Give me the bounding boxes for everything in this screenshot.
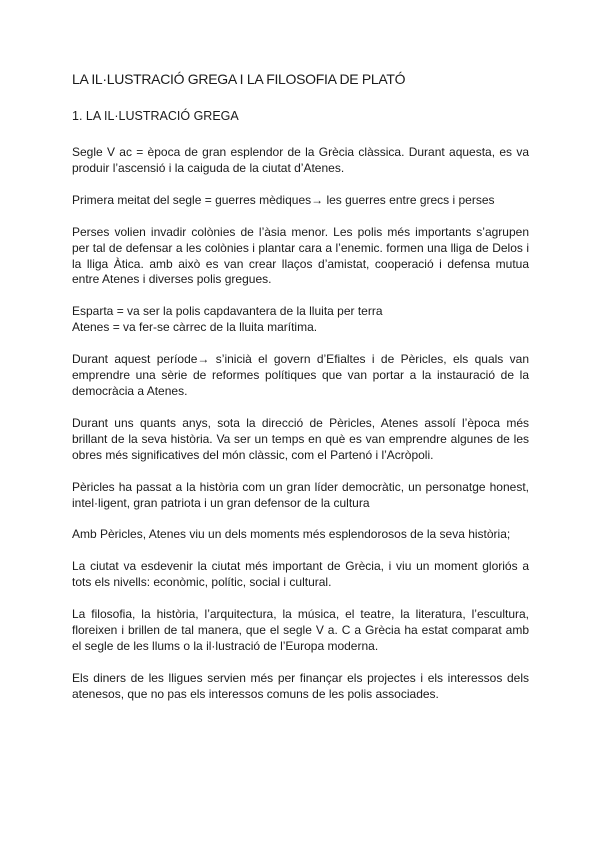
paragraph-moments-esplendorosos: Amb Pèricles, Atenes viu un dels moments més esplendorosos de la seva història;	[72, 527, 511, 542]
paragraph-ciutat-important: La ciutat va esdevenir la ciutat més important de Grècia, i viu un moment gloriós a tots els nivells: econòmic, polític, social i cultural.	[72, 559, 529, 590]
paragraph-efialtes-pericles: Durant aquest període→ s’inicià el govern d’Efialtes i de Pèricles, els quals van emprendre una sèrie de reformes polítiques que van portar a la instauració de la democràcia a Atenes.	[72, 352, 529, 398]
paragraph-epoca-brillant: Durant uns quants anys, sota la direcció de Pèricles, Atenes assolí l’època més brillant de la seva història. Va ser un temps en què es van emprendre algunes de les obres més significatives del món clàssic, com el Partenó i l’Acròpoli.	[72, 415, 529, 462]
document-title: LA IL·LUSTRACIÓ GREGA I LA FILOSOFIA DE PLATÓ	[72, 71, 406, 87]
paragraph-diners-lligues: Els diners de les lligues servien més per finançar els projectes i els interessos dels atenesos, que no pas els interessos comuns de les polis associades.	[72, 670, 529, 701]
paragraph-filosofia-cultura: La filosofia, la història, l’arquitectura, la música, el teatre, la literatura, l’escultura, floreixen i brillen de tal manera, que el segle V a. C a Grècia ha estat comparat amb el segle de les llums o la il·lustració de l’Europa moderna.	[72, 607, 529, 653]
paragraph-esparta: Esparta = va ser la polis capdavantera de la lluita per terra	[72, 304, 383, 319]
paragraph-perses: Perses volien invadir colònies de l’àsia menor. Les polis més importants s’agrupen per tal de defensar a les colònies i plantar cara a l’enemic. formen una lliga de Delos i la lliga Àtica. amb això es van crear llaços d’amistat, cooperació i defensa mutua entre Atenes i diverses polis gregues.	[72, 224, 529, 287]
paragraph-guerres-mediques: Primera meitat del segle = guerres mèdiques→ les guerres entre grecs i perses	[72, 192, 495, 207]
paragraph-segle-v: Segle V ac = època de gran esplendor de la Grècia clàssica. Durant aquesta, es va produir l’ascensió i la caiguda de la ciutat d’Atenes.	[72, 145, 529, 175]
paragraph-pericles-lider: Pèricles ha passat a la història com un gran líder democràtic, un personatge honest, intel·ligent, gran patriota i un gran defensor de la cultura	[72, 479, 529, 510]
paragraph-atenes: Atenes = va fer-se càrrec de la lluita marítima.	[72, 320, 318, 335]
document-body	[72, 145, 529, 719]
section-title: 1. LA IL·LUSTRACIÓ GREGA	[72, 109, 239, 123]
